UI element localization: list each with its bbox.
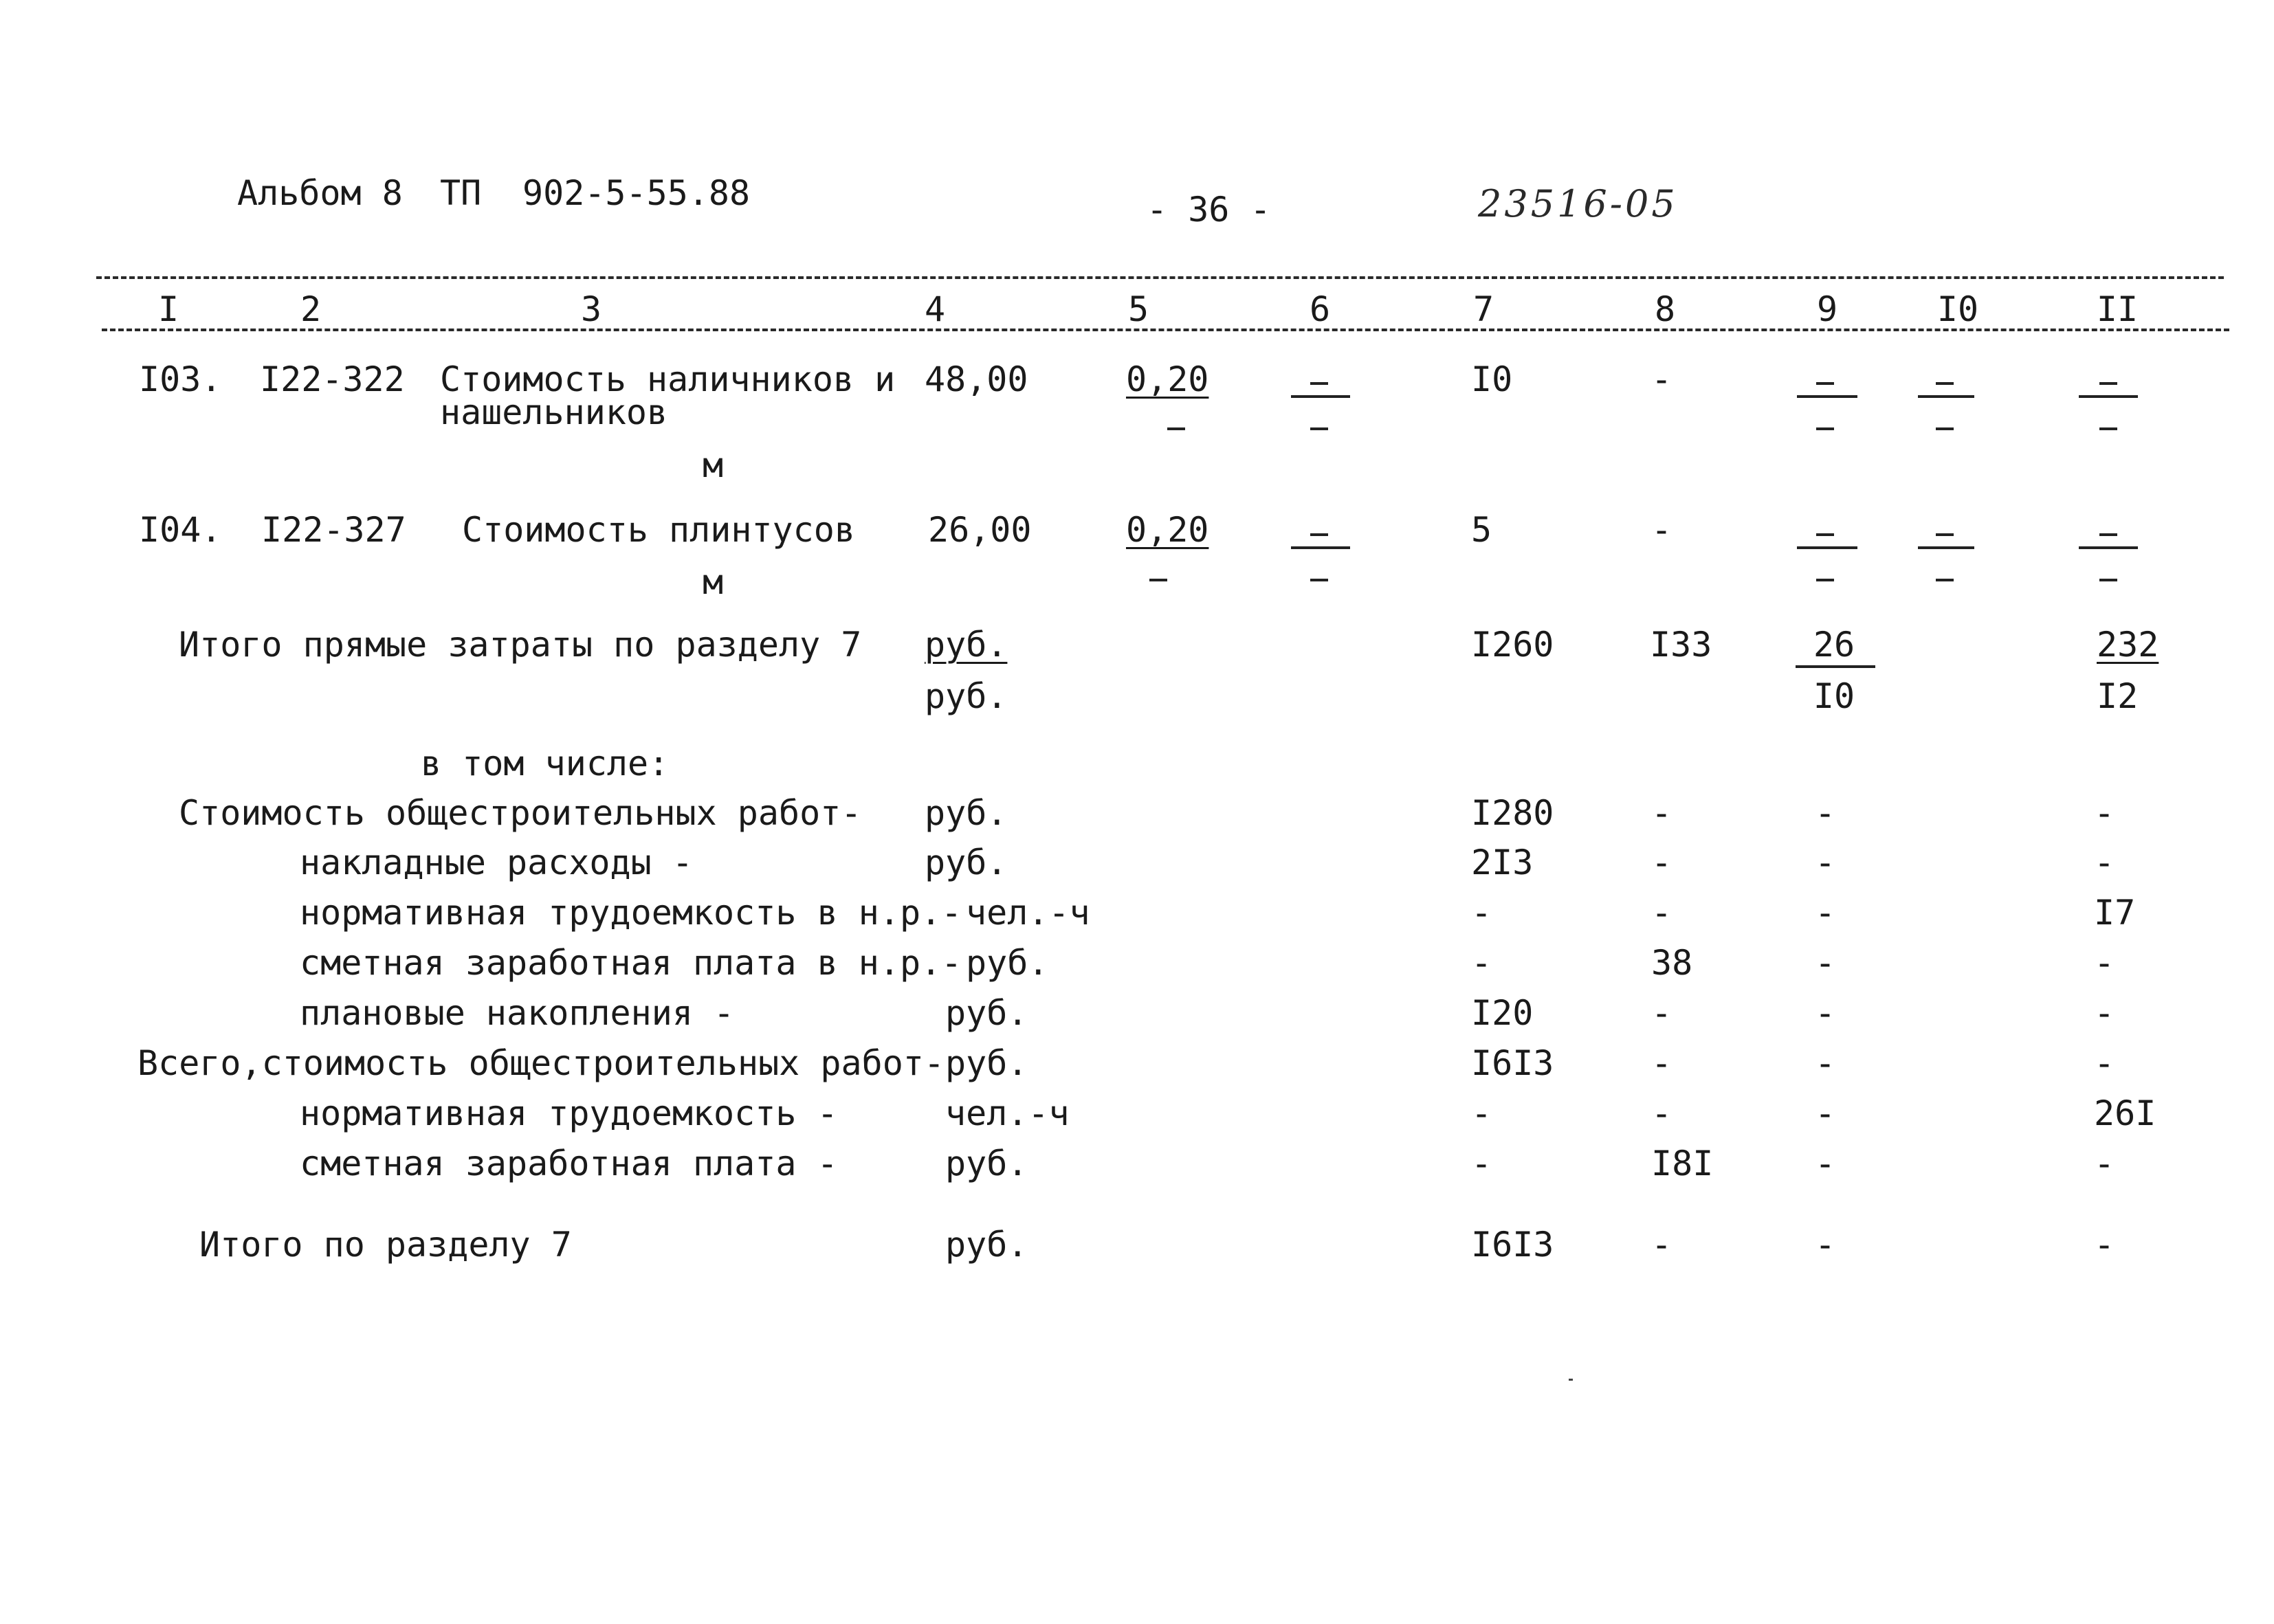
- section-total-label: Итого по разделу 7: [199, 1225, 572, 1265]
- item-col8: -: [1651, 510, 1673, 550]
- empty-mark: [1936, 533, 1954, 536]
- item-col7: 5: [1471, 510, 1492, 550]
- summary-unit: руб.: [925, 793, 1008, 833]
- fraction-bar: [1291, 546, 1350, 549]
- item-col7: I0: [1471, 359, 1513, 399]
- summary-col7: -: [1471, 1144, 1492, 1183]
- item-col5: 0,20: [1126, 359, 1209, 399]
- summary-col7: I6I3: [1471, 1043, 1554, 1083]
- summary-col11: -: [2094, 943, 2115, 983]
- empty-mark: [1936, 579, 1954, 581]
- direct-total-unit-bottom: руб.: [925, 676, 1008, 716]
- item-unit: м: [703, 562, 724, 602]
- item-name: Стоимость наличников и: [440, 359, 896, 399]
- summary-col8: -: [1651, 793, 1673, 833]
- fraction-bar: [1291, 395, 1350, 398]
- fraction-bar: [1918, 395, 1974, 398]
- column-header: I: [157, 289, 179, 329]
- empty-mark: [1816, 579, 1834, 581]
- empty-mark: [2099, 382, 2117, 385]
- summary-unit: руб.: [945, 1144, 1028, 1183]
- summary-label: Стоимость общестроительных работ-: [179, 793, 862, 833]
- section-total-col9: -: [1815, 1225, 1836, 1265]
- empty-mark: [1936, 427, 1954, 430]
- summary-unit: чел.-ч: [945, 1093, 1070, 1133]
- summary-col7: -: [1471, 943, 1492, 983]
- item-unit: м: [703, 445, 724, 485]
- column-header: 6: [1309, 289, 1331, 329]
- summary-label: нормативная трудоемкость в н.р.-: [300, 893, 962, 933]
- column-header: 4: [924, 289, 946, 329]
- item-price: 48,00: [925, 359, 1028, 399]
- summary-col11: 26I: [2094, 1093, 2156, 1133]
- summary-col8: -: [1651, 843, 1673, 882]
- summary-col9: -: [1815, 793, 1836, 833]
- column-header: I0: [1936, 289, 1979, 329]
- summary-col8: I8I: [1651, 1144, 1714, 1183]
- item-col8: -: [1651, 359, 1673, 399]
- summary-col11: -: [2094, 1043, 2115, 1083]
- summary-label: накладные расходы -: [300, 843, 693, 882]
- table-header-rule: [102, 329, 2229, 331]
- summary-col9: -: [1815, 893, 1836, 933]
- empty-mark: [1310, 579, 1328, 581]
- empty-mark: [2099, 533, 2117, 536]
- direct-total-col9-bottom: I0: [1813, 676, 1855, 716]
- summary-label: Всего,стоимость общестроительных работ-: [137, 1043, 945, 1083]
- empty-mark: [2099, 579, 2117, 581]
- summary-col9: -: [1815, 1144, 1836, 1183]
- summary-label: плановые накопления -: [300, 993, 735, 1033]
- summary-col9: -: [1815, 993, 1836, 1033]
- item-name-continued: нашельников: [440, 392, 668, 432]
- empty-mark: [1936, 382, 1954, 385]
- summary-col8: -: [1651, 1093, 1673, 1133]
- column-header: 2: [300, 289, 322, 329]
- fraction-bar: [1918, 546, 1974, 549]
- item-col5: 0,20: [1126, 510, 1209, 550]
- summary-unit: руб.: [925, 843, 1008, 882]
- summary-col7: -: [1471, 1093, 1492, 1133]
- summary-unit: руб.: [945, 993, 1028, 1033]
- item-name: Стоимость плинтусов: [462, 510, 855, 550]
- scan-speck: [1569, 1379, 1573, 1381]
- direct-total-label: Итого прямые затраты по разделу 7: [179, 625, 862, 665]
- empty-mark: [1816, 533, 1834, 536]
- direct-total-col11-bottom: I2: [2097, 676, 2139, 716]
- summary-unit: руб.: [966, 943, 1049, 983]
- section-total-col8: -: [1651, 1225, 1673, 1265]
- summary-unit: чел.-ч: [966, 893, 1090, 933]
- empty-mark: [1167, 427, 1185, 430]
- item-number: I03.: [139, 359, 222, 399]
- summary-col7: -: [1471, 893, 1492, 933]
- empty-mark: [1310, 533, 1328, 536]
- tp-label: ТП: [440, 173, 482, 213]
- album-label: Альбом 8: [237, 173, 403, 213]
- summary-col7: I20: [1471, 993, 1534, 1033]
- page-number: - 36 -: [1147, 190, 1271, 230]
- item-number: I04.: [139, 510, 222, 550]
- summary-col9: -: [1815, 843, 1836, 882]
- summary-col9: -: [1815, 1043, 1836, 1083]
- item-code: I22-327: [261, 510, 406, 550]
- direct-total-col7: I260: [1471, 625, 1554, 665]
- summary-col8: -: [1651, 1043, 1673, 1083]
- summary-col8: -: [1651, 993, 1673, 1033]
- summary-label: сметная заработная плата в н.р.-: [300, 943, 962, 983]
- empty-mark: [1816, 382, 1834, 385]
- summary-unit: руб.: [945, 1043, 1028, 1083]
- direct-total-col8: I33: [1650, 625, 1712, 665]
- empty-mark: [1310, 382, 1328, 385]
- column-header: II: [2096, 289, 2139, 329]
- direct-total-col11-top: 232: [2097, 625, 2159, 665]
- item-code: I22-322: [260, 359, 405, 399]
- empty-mark: [2099, 427, 2117, 430]
- section-total-col11: -: [2094, 1225, 2115, 1265]
- column-header: 7: [1472, 289, 1494, 329]
- empty-mark: [1149, 579, 1167, 581]
- table-top-rule: [96, 276, 2224, 279]
- document-code: 23516-05: [1478, 182, 1678, 225]
- item-price: 26,00: [928, 510, 1032, 550]
- summary-col11: -: [2094, 993, 2115, 1033]
- summary-col11: -: [2094, 793, 2115, 833]
- summary-col8: -: [1651, 893, 1673, 933]
- direct-total-col9-top: 26: [1813, 625, 1855, 665]
- summary-col7: 2I3: [1471, 843, 1534, 882]
- summary-col9: -: [1815, 943, 1836, 983]
- summary-col7: I280: [1471, 793, 1554, 833]
- empty-mark: [1310, 427, 1328, 430]
- summary-col11: -: [2094, 843, 2115, 882]
- column-header: 5: [1127, 289, 1149, 329]
- direct-total-unit-top: руб.: [925, 625, 1008, 665]
- tp-code: 902-5-55.88: [522, 173, 751, 213]
- summary-col11: I7: [2094, 893, 2136, 933]
- fraction-bar: [2079, 395, 2138, 398]
- column-header: 3: [580, 289, 602, 329]
- column-header: 8: [1654, 289, 1676, 329]
- summary-col11: -: [2094, 1144, 2115, 1183]
- summary-label: сметная заработная плата -: [300, 1144, 838, 1183]
- fraction-bar: [1797, 546, 1857, 549]
- section-total-col7: I6I3: [1471, 1225, 1554, 1265]
- fraction-bar: [1796, 665, 1875, 668]
- summary-label: нормативная трудоемкость -: [300, 1093, 838, 1133]
- section-total-unit: руб.: [945, 1225, 1028, 1265]
- column-header: 9: [1816, 289, 1838, 329]
- empty-mark: [1816, 427, 1834, 430]
- fraction-bar: [1797, 395, 1857, 398]
- summary-col8: 38: [1651, 943, 1693, 983]
- fraction-bar: [2079, 546, 2138, 549]
- including-label: в том числе:: [421, 744, 670, 783]
- summary-col9: -: [1815, 1093, 1836, 1133]
